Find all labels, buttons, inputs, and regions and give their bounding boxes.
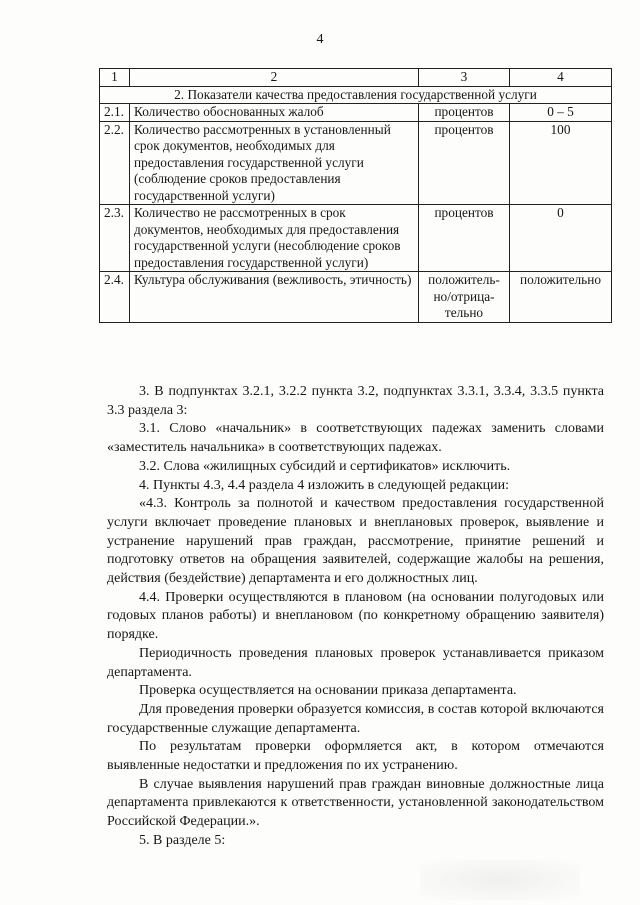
table-row: [100, 104, 612, 122]
paragraph: В случае выявления нарушений прав граждан виновные должностные лица департамента привлекаются к ответственности, установленной законодательством Российской Федерации.».: [107, 776, 604, 830]
paragraph: По результатам проверки оформляется акт, в котором отмечаются выявленные недостатки и предложения по их устранению.: [107, 739, 604, 774]
paragraph: Периодичность проведения плановых проверок устанавливается приказом департамента.: [107, 645, 604, 680]
paragraph: «4.3. Контроль за полнотой и качеством предоставления государственной услуги включает проведение плановых и внеплановых проверок, выявление и устранение нарушений прав граждан, рассмотрение, принятие решений и подготовку ответов на обращения заявителей, содержащие жалобы на решения, действия (бездействие) департамента и его должностных лиц.: [107, 496, 604, 587]
row-indicator-name: Количество не рассмотренных в срок документов, необходимых для предоставления государственной услуги (несоблюдение сроков предоставления государственной услуги): [130, 205, 419, 272]
paragraph: 4. Пункты 4.3, 4.4 раздела 4 изложить в следующей редакции:: [139, 477, 510, 493]
row-number: 2.1.: [100, 104, 130, 122]
row-indicator-name: Количество обоснованных жалоб: [130, 104, 419, 122]
table-row: [100, 205, 612, 272]
table-header-cell: 4: [510, 69, 612, 87]
table-row: [100, 272, 612, 323]
table-header-cell: 2: [130, 69, 419, 87]
row-value: 0 – 5: [510, 104, 612, 122]
row-indicator-name: Количество рассмотренных в установленный срок документов, необходимых для предоставления государственной услуги (соблюдение сроков предоставления государственной услуги): [130, 121, 419, 205]
row-value: 100: [510, 121, 612, 205]
paragraph: 3.1. Слово «начальник» в соответствующих падежах заменить словами «заместитель начальника» в соответствующих падежах.: [107, 421, 604, 456]
paragraph: 4.4. Проверки осуществляются в плановом (на основании полугодовых или годовых планов работы) и внеплановом (по конкретному обращению заявителя) порядке.: [107, 589, 604, 643]
paragraph: Для проведения проверки образуется комиссия, в состав которой включаются государственные служащие департамента.: [107, 701, 604, 736]
document-body: [107, 383, 604, 851]
scan-artifact: [420, 860, 580, 900]
paragraph: 3.2. Слова «жилищных субсидий и сертификатов» исключить.: [139, 458, 511, 474]
paragraph: Проверка осуществляется на основании приказа департамента.: [139, 683, 517, 699]
row-unit: процентов: [419, 121, 510, 205]
page-number: 4: [316, 32, 324, 47]
row-number: 2.2.: [100, 121, 130, 205]
table-row: [100, 121, 612, 205]
indicators-table: [99, 68, 612, 323]
table-section-row: [100, 86, 612, 104]
table-header-cell: 1: [100, 69, 130, 87]
row-unit: положитель-но/отрица-тельно: [419, 272, 510, 323]
table-header-row: [100, 69, 612, 87]
row-number: 2.4.: [100, 272, 130, 323]
row-value: 0: [510, 205, 612, 272]
paragraph: 3. В подпунктах 3.2.1, 3.2.2 пункта 3.2, подпунктах 3.3.1, 3.3.4, 3.3.5 пункта 3.3 раздела 3:: [107, 384, 604, 418]
paragraph: 5. В разделе 5:: [139, 832, 226, 848]
table-section-title: 2. Показатели качества предоставления государственной услуги: [100, 86, 612, 104]
row-value: положительно: [510, 272, 612, 323]
row-indicator-name: Культура обслуживания (вежливость, этичность): [130, 272, 419, 323]
row-unit: процентов: [419, 104, 510, 122]
row-unit: процентов: [419, 205, 510, 272]
table-header-cell: 3: [419, 69, 510, 87]
row-number: 2.3.: [100, 205, 130, 272]
